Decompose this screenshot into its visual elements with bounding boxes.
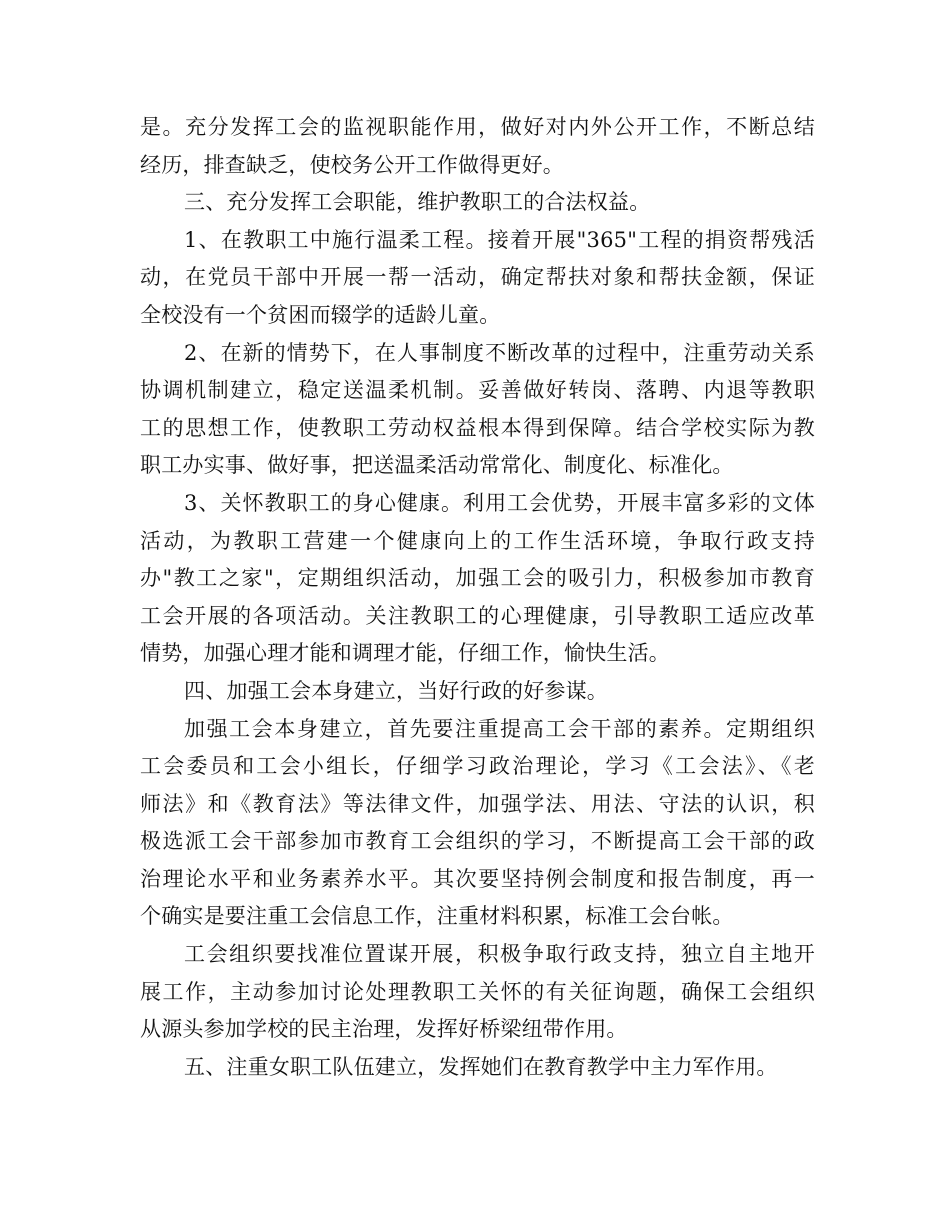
text-line: 3、关怀教职工的身心健康。利用工会优势，开展丰富多彩的文体: [184, 490, 815, 515]
text-line: 是。充分发挥工会的监视职能作用，做好对内外公开工作，不断总结: [140, 115, 815, 139]
text-line: 经历，排查缺乏，使校务公开工作做得更好。: [140, 152, 564, 177]
text-line: 工会委员和工会小组长，仔细学习政治理论，学习《工会法》、《老: [140, 754, 815, 779]
document-page: [140, 109, 815, 1086]
text-line: 职工办实事、做好事，把送温柔活动常常化、制度化、标准化。: [140, 453, 734, 478]
section-heading: 三、充分发挥工会职能，维护教职工的合法权益。: [184, 190, 651, 215]
text-line: 工会组织要找准位置谋开展，积极争取行政支持，独立自主地开: [184, 942, 815, 967]
text-line: 极选派工会干部参加市教育工会组织的学习，不断提高工会干部的政: [140, 829, 815, 854]
text-line: 工会开展的各项活动。关注教职工的心理健康，引导教职工适应改革: [140, 603, 815, 628]
text-line: 协调机制建立，稳定送温柔机制。妥善做好转岗、落聘、内退等教职: [140, 378, 815, 403]
text-line: 动，在党员干部中开展一帮一活动，确定帮扶对象和帮扶金额，保证: [140, 265, 815, 290]
text-line: 情势，加强心理才能和调理才能，仔细工作，愉快生活。: [140, 641, 670, 666]
text-line: 加强工会本身建立，首先要注重提高工会干部的素养。定期组织: [184, 716, 815, 741]
text-line: 2、在新的情势下，在人事制度不断改革的过程中，注重劳动关系: [184, 340, 815, 365]
section-heading: 五、注重女职工队伍建立，发挥她们在教育教学中主力军作用。: [184, 1054, 778, 1079]
text-line: 全校没有一个贫困而辍学的适龄儿童。: [140, 302, 501, 327]
text-line: 1、在教职工中施行温柔工程。接着开展"365"工程的捐资帮残活: [184, 227, 815, 252]
text-line: 工的思想工作，使教职工劳动权益根本得到保障。结合学校实际为教: [140, 415, 815, 440]
section-heading: 四、加强工会本身建立，当好行政的好参谋。: [184, 678, 608, 703]
text-line: 办"教工之家"，定期组织活动，加强工会的吸引力，积极参加市教育: [140, 566, 815, 591]
text-line: 活动，为教职工营建一个健康向上的工作生活环境，争取行政支持: [140, 528, 815, 553]
text-line: 治理论水平和业务素养水平。其次要坚持例会制度和报告制度，再一: [140, 866, 815, 891]
text-line: 展工作，主动参加讨论处理教职工关怀的有关征询题，确保工会组织: [140, 979, 815, 1004]
text-line: 个确实是要注重工会信息工作，注重材料积累，标准工会台帐。: [140, 904, 734, 929]
text-line: 从源头参加学校的民主治理，发挥好桥梁纽带作用。: [140, 1017, 628, 1042]
text-line: 师法》和《教育法》等法律文件，加强学法、用法、守法的认识，积: [140, 791, 815, 816]
